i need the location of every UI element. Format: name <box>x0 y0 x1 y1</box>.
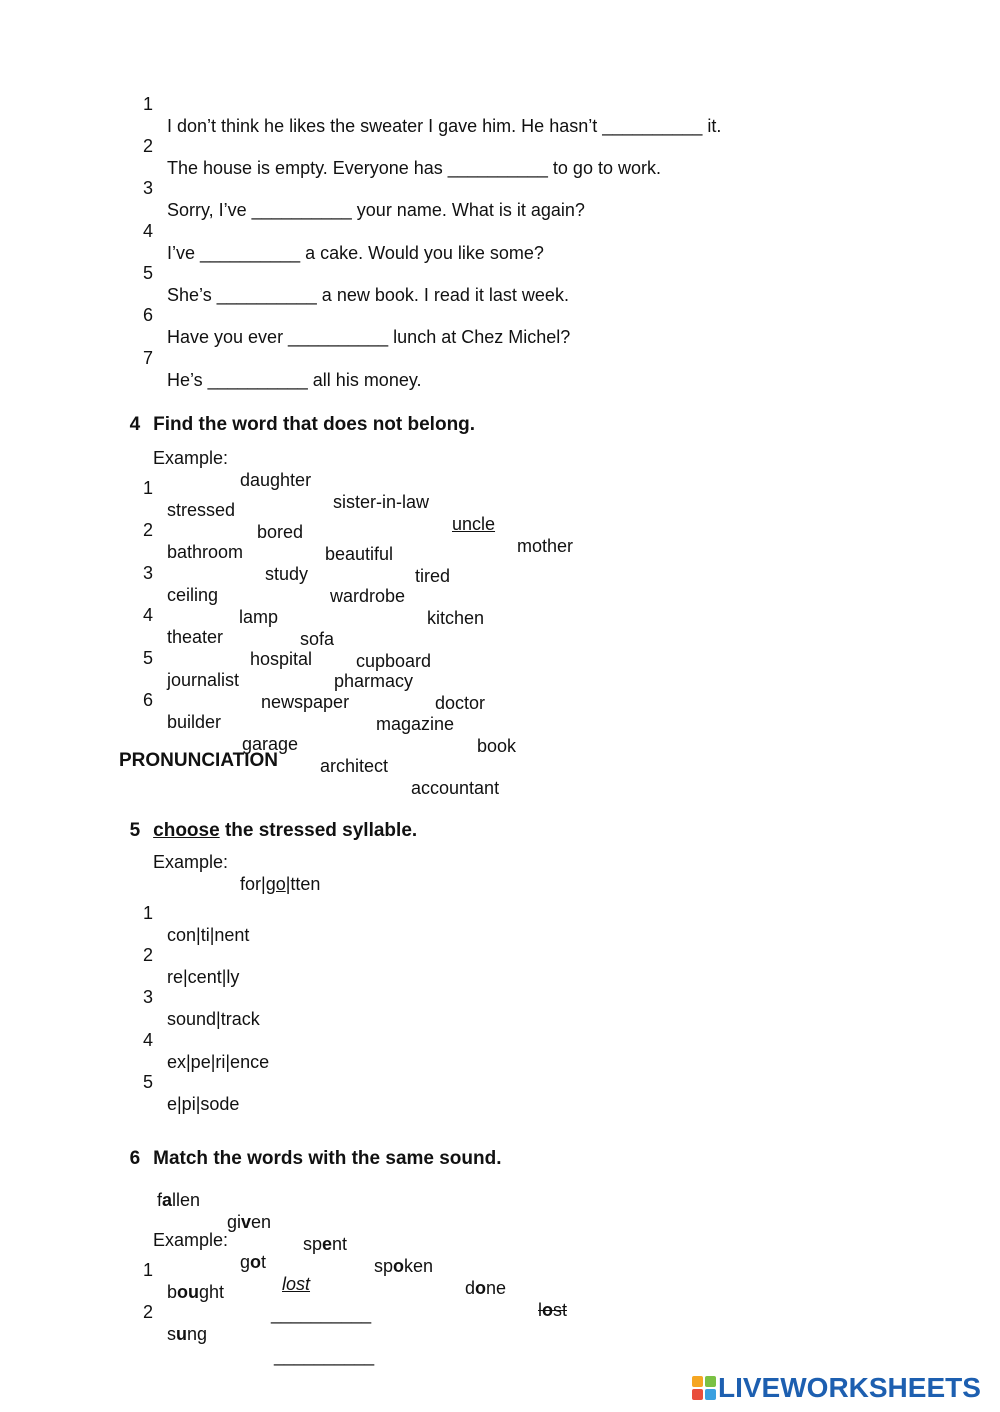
example-word: sister-in-law <box>333 492 430 512</box>
word-syllables: sound|track <box>167 1009 260 1029</box>
letters: g <box>240 1252 251 1272</box>
item-number: 6 <box>143 305 154 325</box>
example-row <box>143 829 321 895</box>
exercise-number: 5 <box>129 820 141 841</box>
letters: ne <box>486 1278 507 1298</box>
item-number: 1 <box>143 1260 154 1280</box>
word: doctor <box>435 693 486 713</box>
letters: s <box>167 1324 176 1344</box>
word: accountant <box>411 778 500 798</box>
bank-word <box>374 1255 433 1277</box>
item-number: 2 <box>143 1302 154 1322</box>
logo-tile <box>692 1389 703 1400</box>
letters: d <box>465 1278 476 1298</box>
item-number: 1 <box>143 478 154 498</box>
item-number: 2 <box>143 945 154 965</box>
letters: sp <box>303 1234 323 1254</box>
bank-word <box>227 1211 271 1233</box>
item-text: Have you ever __________ lunch at Chez Michel? <box>167 327 571 347</box>
item-number: 2 <box>143 136 154 156</box>
example-label: Example: <box>153 448 229 468</box>
item-number: 3 <box>143 563 154 583</box>
item-text: The house is empty. Everyone has __________ to go to work. <box>167 158 661 178</box>
word: ceiling <box>167 585 219 605</box>
item-word <box>167 1323 207 1345</box>
item-number: 2 <box>143 520 154 540</box>
word: theater <box>167 627 224 647</box>
example-word <box>240 873 320 895</box>
item-number: 3 <box>143 987 154 1007</box>
letters: ght <box>199 1282 225 1302</box>
word: stressed <box>167 500 236 520</box>
letters: l <box>538 1300 542 1320</box>
exercise-title: the stressed syllable. <box>219 820 418 841</box>
letters: f <box>157 1190 163 1210</box>
item-text: I don’t think he likes the sweater I gave him. He hasn’t __________ it. <box>167 116 722 136</box>
item-text: I’ve __________ a cake. Would you like some? <box>167 243 544 263</box>
item-text: She’s __________ a new book. I read it last week. <box>167 285 569 305</box>
letters: nt <box>332 1234 348 1254</box>
brand-name: LIVEWORKSHEETS <box>718 1372 981 1403</box>
word: bathroom <box>167 542 244 562</box>
brand-logo[interactable] <box>692 1372 981 1404</box>
word: bored <box>257 522 304 542</box>
item-number: 5 <box>143 263 154 283</box>
sound-letters: v <box>241 1212 252 1232</box>
item-number: 7 <box>143 348 154 368</box>
item-text: He’s __________ all his money. <box>167 370 422 390</box>
letters: gi <box>227 1212 242 1232</box>
bank-word <box>303 1233 347 1255</box>
item-number: 1 <box>143 903 154 923</box>
bank-word <box>465 1277 506 1299</box>
word: tired <box>415 566 451 586</box>
sound-letters: o <box>542 1300 553 1320</box>
letters: b <box>167 1282 178 1302</box>
word: journalist <box>167 670 240 690</box>
word: hospital <box>250 649 313 669</box>
item-text: Sorry, I’ve __________ your name. What is it again? <box>167 200 585 220</box>
item-word <box>167 1281 224 1303</box>
word: sofa <box>300 629 335 649</box>
word: cupboard <box>356 651 432 671</box>
exercise-title-keyword: choose <box>153 820 220 841</box>
answer-blank[interactable]: __________ <box>271 1304 372 1324</box>
liveworksheets-icon <box>692 1376 716 1400</box>
item-number: 3 <box>143 178 154 198</box>
word: lamp <box>239 607 279 627</box>
item-number: 5 <box>143 648 154 668</box>
item-number: 4 <box>143 1030 154 1050</box>
exercise-6-heading <box>119 1126 502 1170</box>
sound-letters: ou <box>177 1282 200 1302</box>
example-word: daughter <box>240 470 312 490</box>
item-number: 4 <box>143 221 154 241</box>
exercise-title: Match the words with the same sound. <box>153 1148 502 1169</box>
sound-letters: a <box>162 1190 173 1210</box>
logo-tile <box>705 1389 716 1400</box>
example-label: Example: <box>153 852 229 872</box>
word: magazine <box>376 714 455 734</box>
word: kitchen <box>427 608 485 628</box>
letters: ng <box>187 1324 208 1344</box>
word: beautiful <box>325 544 394 564</box>
syllable: for| <box>240 874 266 894</box>
letters: en <box>251 1212 272 1232</box>
word: garage <box>242 734 299 754</box>
letters: llen <box>172 1190 201 1210</box>
example-word: mother <box>517 536 574 556</box>
sound-letters: u <box>176 1324 187 1344</box>
word-syllables: ex|pe|ri|ence <box>167 1052 270 1072</box>
answer-blank[interactable]: __________ <box>274 1346 375 1366</box>
logo-tile <box>705 1376 716 1387</box>
word: study <box>265 564 309 584</box>
sound-letters: e <box>322 1234 333 1254</box>
example-answer-word: uncle <box>452 514 496 534</box>
sound-letters: o <box>393 1256 405 1276</box>
letters: sp <box>374 1256 394 1276</box>
letters: t <box>261 1252 267 1272</box>
word-syllables: e|pi|sode <box>167 1094 240 1114</box>
word: wardrobe <box>330 586 406 606</box>
item-number: 6 <box>143 690 154 710</box>
item-number: 1 <box>143 94 154 114</box>
word: architect <box>320 756 389 776</box>
word: pharmacy <box>334 671 414 691</box>
word: builder <box>167 712 222 732</box>
word: newspaper <box>261 692 350 712</box>
section-heading: PRONUNCIATION <box>119 750 279 771</box>
letters: ken <box>404 1256 434 1276</box>
syllable: |tten <box>285 874 321 894</box>
letters: st <box>553 1300 568 1320</box>
exercise-number: 4 <box>129 414 141 435</box>
sound-letters: o <box>475 1278 487 1298</box>
word: book <box>477 736 517 756</box>
example-word <box>240 1251 266 1273</box>
example-label: Example: <box>153 1230 229 1250</box>
item-number: 4 <box>143 605 154 625</box>
item-number: 5 <box>143 1072 154 1092</box>
word-syllables: re|cent|ly <box>167 967 240 987</box>
stressed-syllable: go <box>265 874 286 894</box>
bank-word-used <box>538 1299 567 1321</box>
word-syllables: con|ti|nent <box>167 925 250 945</box>
sound-letters: o <box>250 1252 262 1272</box>
exercise-number: 6 <box>129 1148 141 1169</box>
example-answer: lost <box>282 1274 311 1294</box>
exercise-title: Find the word that does not belong. <box>153 414 476 435</box>
logo-tile <box>692 1376 703 1387</box>
